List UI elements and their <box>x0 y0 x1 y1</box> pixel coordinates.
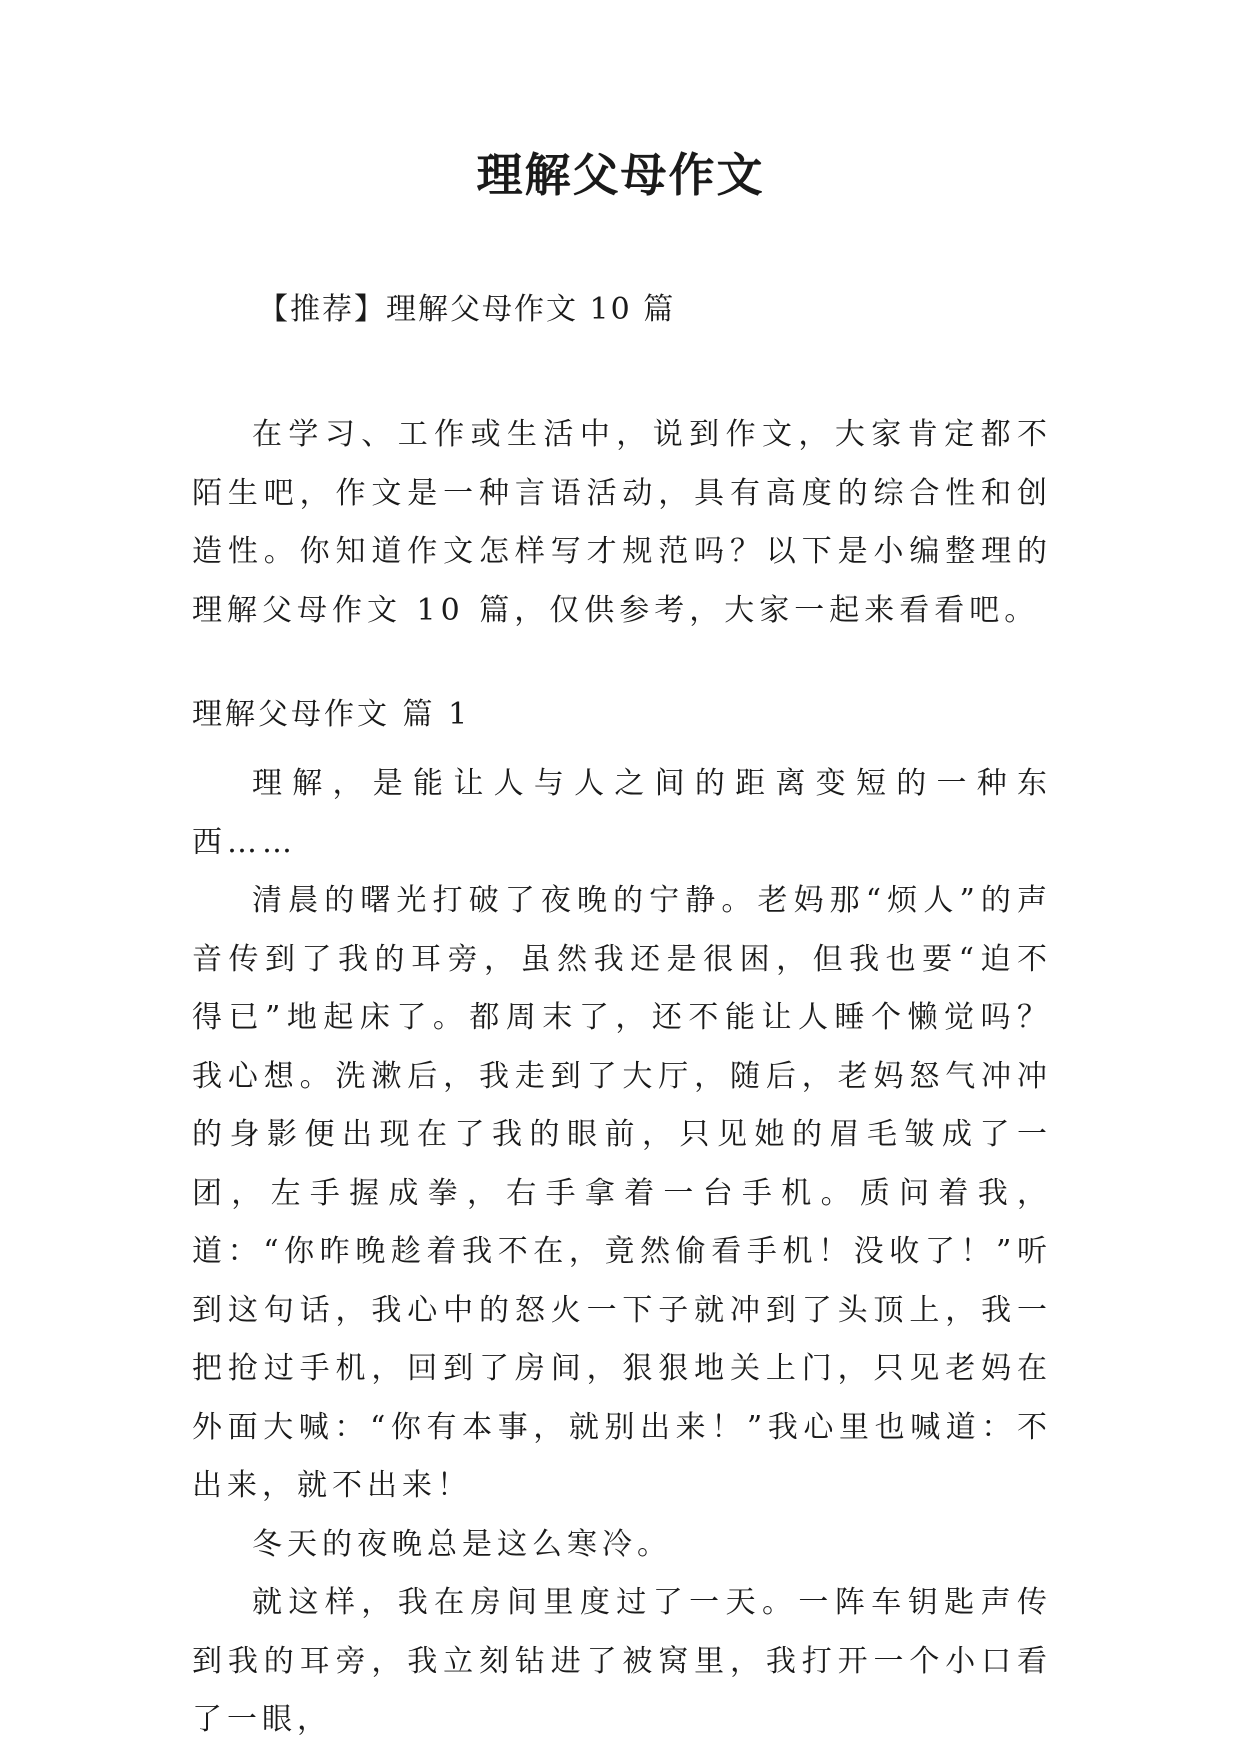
essay-paragraph-1: 理解，是能让人与人之间的距离变短的一种东西…… <box>192 766 1052 860</box>
essay-body <box>192 755 1052 1750</box>
essay-paragraph-4: 就这样，我在房间里度过了一天。一阵车钥匙声传到我的耳旁，我立刻钻进了被窝里，我打开一个小口看了一眼， <box>192 1585 1052 1737</box>
document-subtitle: 【推荐】理解父母作文 10 篇 <box>258 292 676 327</box>
essay-paragraph-3: 冬天的夜晚总是这么寒冷。 <box>252 1526 672 1562</box>
essay-paragraph-2: 清晨的曙光打破了夜晚的宁静。老妈那“烦人”的声音传到了我的耳旁，虽然我还是很困，但我也要“迫不得已”地起床了。都周末了，还不能让人睡个懒觉吗？我心想。洗漱后，我走到了大厅，随后，老妈怒气冲冲的身影便出现在了我的眼前，只见她的眉毛皱成了一团，左手握成拳，右手拿着一台手机。质问着我，道：“你昨晚趁着我不在，竟然偷看手机！没收了！”听到这句话，我心中的怒火一下子就冲到了头顶上，我一把抢过手机，回到了房间，狠狠地关上门，只见老妈在外面大喊：“你有本事，就别出来！”我心里也喊道：不出来，就不出来！ <box>192 883 1052 1503</box>
document-title: 理解父母作文 <box>476 148 765 202</box>
intro-paragraph: 在学习、工作或生活中，说到作文，大家肯定都不陌生吧，作文是一种言语活动，具有高度的综合性和创造性。你知道作文怎样写才规范吗？以下是小编整理的理解父母作文 10 篇，仅供参考，大家一起来看看吧。 <box>192 417 1052 628</box>
intro-section <box>192 406 1052 640</box>
section-heading: 理解父母作文 篇 1 <box>192 697 471 732</box>
